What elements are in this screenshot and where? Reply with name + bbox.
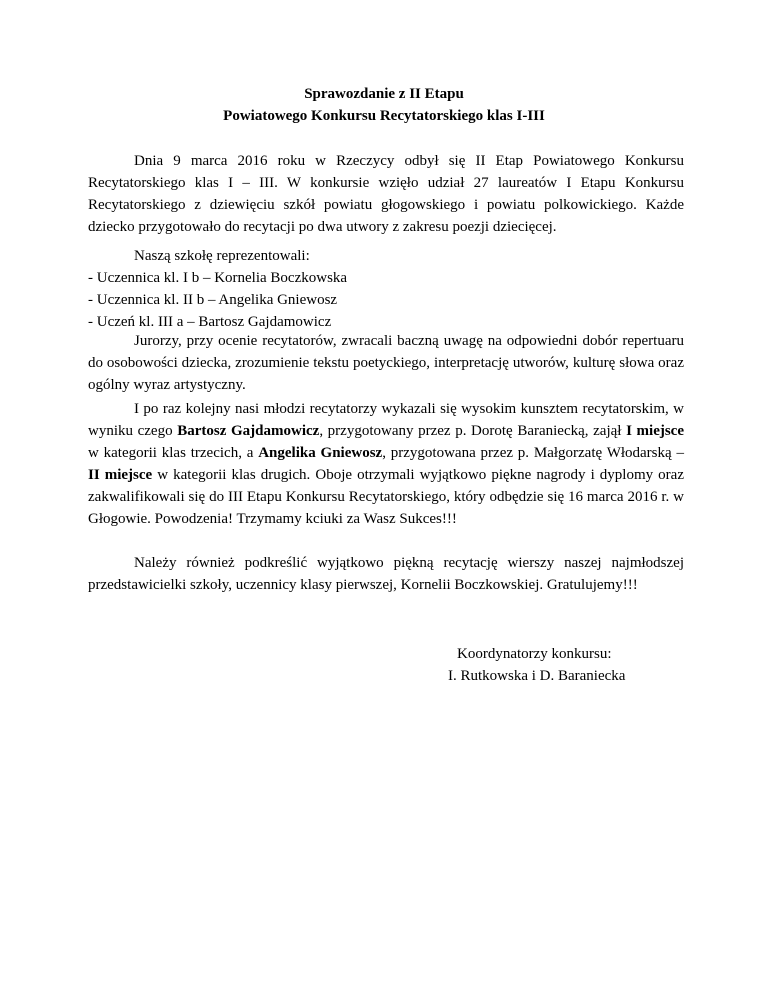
document-title — [0, 83, 768, 127]
results-text: , przygotowany przez p. Dorotę Baraniecką, zajął — [319, 423, 627, 439]
place-second: II miejsce — [88, 467, 153, 483]
team-member: - Uczennica kl. I b – Kornelia Boczkowska — [88, 270, 348, 286]
results-text: w kategorii klas trzecich, a — [88, 445, 259, 461]
signature-names: I. Rutkowska i D. Baraniecka — [448, 668, 626, 684]
paragraph-results — [88, 398, 684, 530]
team-member: - Uczennica kl. II b – Angelika Gniewosz — [88, 292, 338, 308]
place-first: I miejsce — [626, 423, 685, 439]
title-line-1: Sprawozdanie z II Etapu — [304, 86, 464, 102]
signature-title: Koordynatorzy konkursu: — [457, 646, 612, 662]
team-intro: Naszą szkołę reprezentowali: — [134, 248, 310, 264]
paragraph-intro: Dnia 9 marca 2016 roku w Rzeczycy odbył się II Etap Powiatowego Konkursu Recytatorskiego klas I – III. W konkursie wzięło udział 27 laureatów I Etapu Konkursu Recytatorskiego z dziewięciu szkół powiatu głogowskiego i powiatu polkowickiego. Każde dziecko przygotowało do recytacji po dwa utwory z zakresu poezji dziecięcej. — [88, 153, 684, 235]
winner-name: Angelika Gniewosz — [258, 445, 383, 461]
team-list — [88, 245, 347, 333]
results-text: w kategorii klas drugich. Oboje otrzymali wyjątkowo piękne nagrody i dyplomy oraz zakwalifikowali się do III Etapu Konkursu Recytatorskiego, który odbędzie się 16 marca 2016 r. w Głogowie. Powodzenia! Trzymamy kciuki za Wasz Sukces!!! — [88, 467, 684, 527]
title-line-2: Powiatowego Konkursu Recytatorskiego klas I-III — [223, 108, 545, 124]
paragraph-jury: Jurorzy, przy ocenie recytatorów, zwracali baczną uwagę na odpowiedni dobór repertuaru do osobowości dziecka, zrozumienie tekstu poetyckiego, interpretację utworów, kulturę słowa oraz ogólny wyraz artystyczny. — [88, 333, 684, 393]
results-text: I po raz kolejny nasi młodzi recytatorzy wykazali się wysokim kunsztem recytatorskim, w wyniku czego — [88, 401, 684, 439]
results-text: , przygotowana przez p. Małgorzatę Włodarską – — [382, 445, 684, 461]
team-member: - Uczeń kl. III a – Bartosz Gajdamowicz — [88, 314, 332, 330]
winner-name: Bartosz Gajdamowicz — [177, 423, 320, 439]
paragraph-congrats: Należy również podkreślić wyjątkowo piękną recytację wierszy naszej najmłodszej przedstawicielki szkoły, uczennicy klasy pierwszej, Kornelii Boczkowskiej. Gratulujemy!!! — [88, 555, 684, 593]
